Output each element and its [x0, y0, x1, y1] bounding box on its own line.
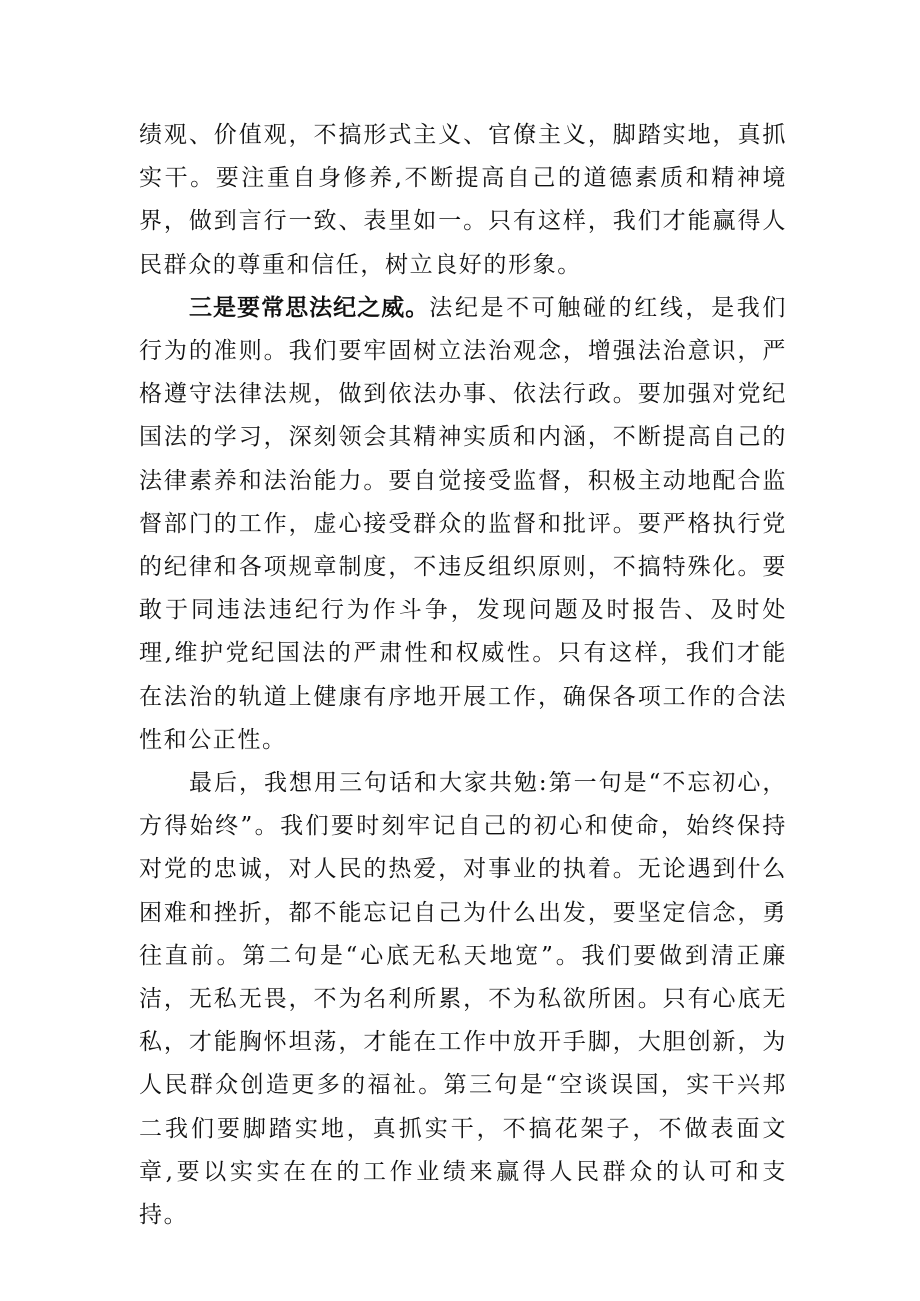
paragraph-closing: 最后，我想用三句话和大家共勉:第一句是“不忘初心，方得始终”。我们要时刻牢记自己的初心和使命，始终保持对党的忠诚，对人民的热爱，对事业的执着。无论遇到什么困难和挫折，都不能忘记自己为什么出发，要坚定信念，勇往直前。第二句是“心底无私天地宽”。我们要做到清正廉洁，无私无畏，不为名利所累，不为私欲所困。只有心底无私，才能胸怀坦荡，才能在工作中放开手脚，大胆创新，为人民群众创造更多的福祉。第三句是“空谈误国，实干兴邦二我们要脚踏实地，真抓实干，不搞花架子，不做表面文章,要以实实在在的工作业绩来赢得人民群众的认可和支持。	[139, 770, 787, 1229]
document-body	[139, 114, 787, 1237]
paragraph-discipline	[139, 287, 787, 762]
paragraph-continued: 绩观、价值观，不搞形式主义、官僚主义，脚踏实地，真抓实干。要注重自身修养,不断提高自己的道德素质和精神境界，做到言行一致、表里如一。只有这样，我们才能赢得人民群众的尊重和信任，树立良好的形象。	[139, 122, 787, 278]
paragraph-lead-heading: 三是要常思法纪之威。	[189, 294, 430, 321]
paragraph-body-text: 法纪是不可触碰的红线，是我们行为的准则。我们要牢固树立法治观念，增强法治意识，严格遵守法律法规，做到依法办事、依法行政。要加强对党纪国法的学习，深刻领会其精神实质和内涵，不断提高自己的法律素养和法治能力。要自觉接受监督，积极主动地配合监督部门的工作，虚心接受群众的监督和批评。要严格执行党的纪律和各项规章制度，不违反组织原则，不搞特殊化。要敢于同违法违纪行为作斗争，发现问题及时报告、及时处理,维护党纪国法的严肃性和权威性。只有这样，我们才能在法治的轨道上健康有序地开展工作，确保各项工作的合法性和公正性。	[139, 294, 788, 753]
